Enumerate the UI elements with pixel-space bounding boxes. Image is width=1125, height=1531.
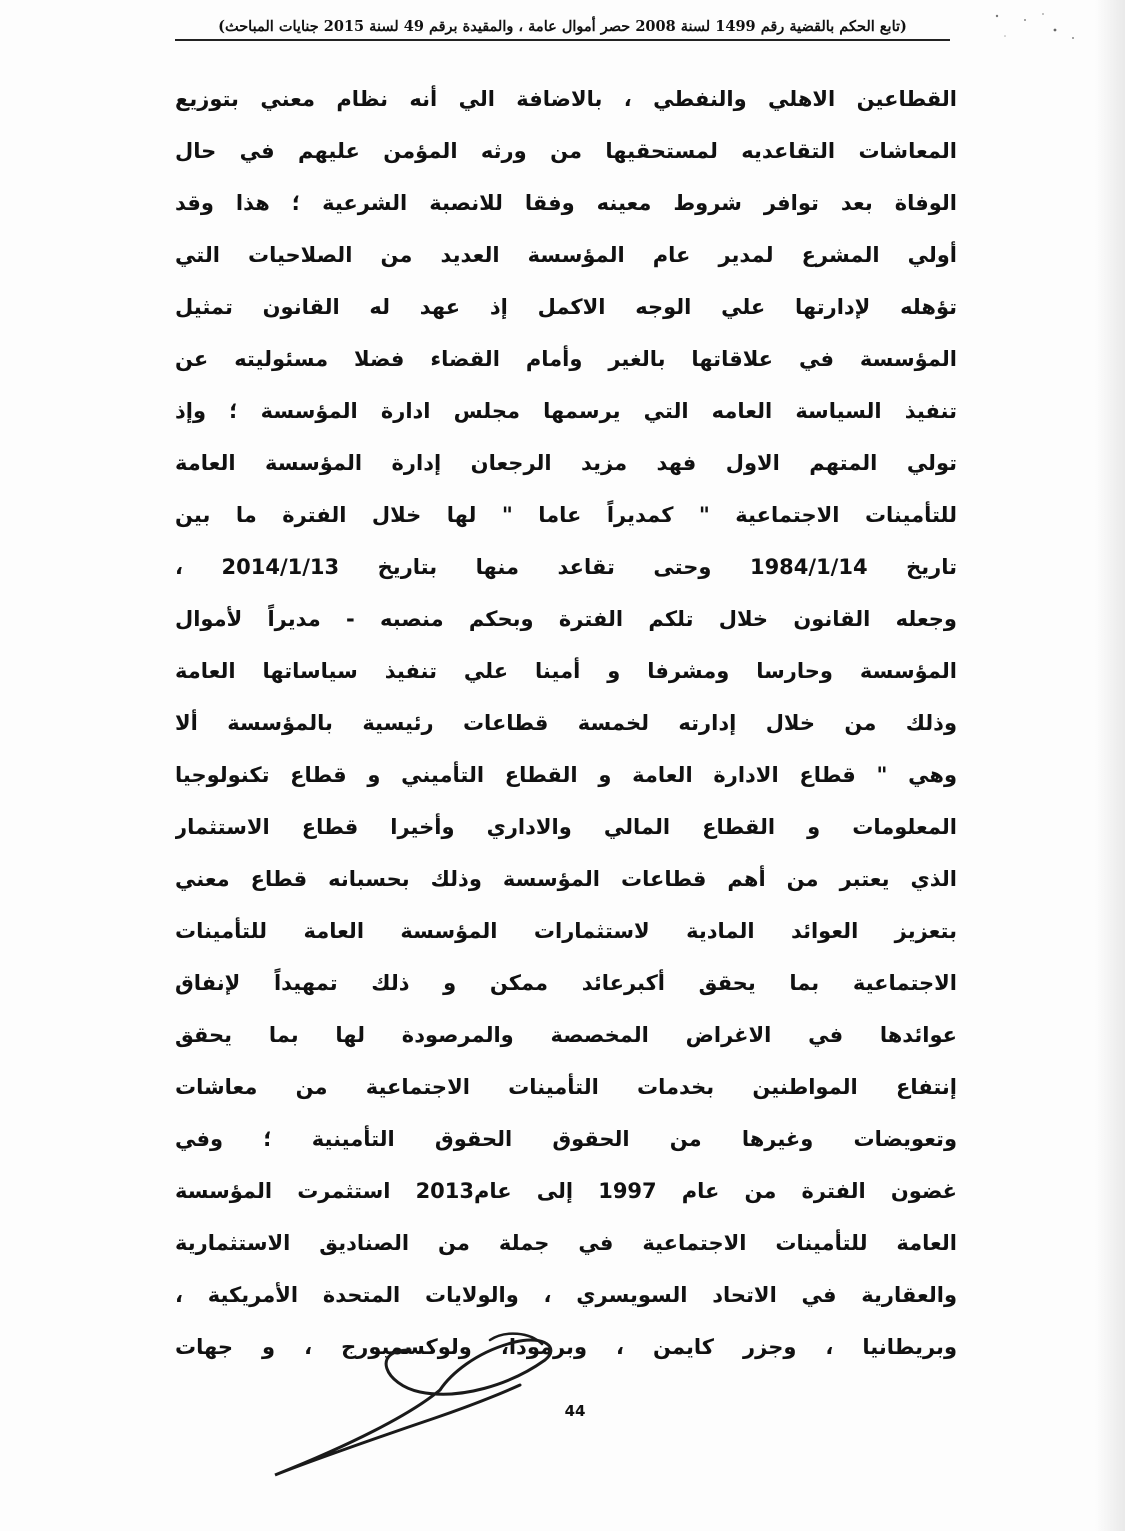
handwritten-signature (260, 1330, 580, 1490)
text-line: وهي " قطاع الادارة العامة و القطاع التأميني و قطاع تكنولوجيا (175, 763, 957, 787)
text-line: للتأمينات الاجتماعية " كمديراً عاما " لها خلال الفترة ما بين (175, 503, 957, 527)
judgment-body-text (175, 73, 957, 1373)
scan-edge-shadow (1095, 0, 1125, 1531)
text-line: والعقارية في الاتحاد السويسري ، والولايات المتحدة الأمريكية ، (175, 1283, 957, 1307)
text-line: عوائدها في الاغراض المخصصة والمرصودة لها بما يحقق (175, 1023, 957, 1047)
text-line: المؤسسة في علاقاتها بالغير وأمام القضاء فضلا مسئوليته عن (175, 347, 957, 371)
text-line: تاريخ 1984/1/14 وحتى تقاعد منها بتاريخ 2014/1/13 ، (175, 555, 957, 579)
text-line: تؤهله لإدارتها علي الوجه الاكمل إذ عهد له القانون تمثيل (175, 295, 957, 319)
text-line: المعلومات و القطاع المالي والاداري وأخيرا قطاع الاستثمار (175, 815, 957, 839)
text-line: وذلك من خلال إدارته لخمسة قطاعات رئيسية بالمؤسسة ألا (175, 711, 957, 735)
text-line: الاجتماعية بما يحقق أكبرعائد ممكن و ذلك تمهيداً لإنفاق (175, 971, 957, 995)
text-line: وبريطانيا ، وجزر كايمن ، وبرمودا، ولوكسمبورج ، و جهات (175, 1335, 957, 1359)
text-line: المعاشات التقاعديه لمستحقيها من ورثه المؤمن عليهم في حال (175, 139, 957, 163)
text-line: المؤسسة وحارسا ومشرفا و أمينا علي تنفيذ سياساتها العامة (175, 659, 957, 683)
text-line: العامة للتأمينات الاجتماعية في جملة من الصناديق الاستثمارية (175, 1231, 957, 1255)
text-line: وتعويضات وغيرها من الحقوق الحقوق التأمينية ؛ وفي (175, 1127, 957, 1151)
text-line: بتعزيز العوائد المادية لاستثمارات المؤسسة العامة للتأمينات (175, 919, 957, 943)
text-line: الوفاة بعد توافر شروط معينه وفقا للانصبة الشرعية ؛ هذا وقد (175, 191, 957, 215)
text-line: تنفيذ السياسة العامه التي يرسمها مجلس ادارة المؤسسة ؛ وإذ (175, 399, 957, 423)
text-line: غضون الفترة من عام 1997 إلى عام2013 استثمرت المؤسسة (175, 1179, 957, 1203)
text-line: القطاعين الاهلي والنفطي ، بالاضافة الي أنه نظام معني بتوزيع (175, 87, 957, 111)
text-line: وجعله القانون خلال تلكم الفترة وبحكم منصبه - مديراً لأموال (175, 607, 957, 631)
case-reference-header: (تابع الحكم بالقضية رقم 1499 لسنة 2008 حصر أموال عامة ، والمقيدة برقم 49 لسنة 2015 جنايات المباحث) (175, 18, 950, 41)
page-number: 44 (564, 1402, 586, 1420)
scan-specks (985, 8, 1085, 48)
text-line: إنتفاع المواطنين بخدمات التأمينات الاجتماعية من معاشات (175, 1075, 957, 1099)
text-line: أولي المشرع لمدير عام المؤسسة العديد من الصلاحيات التي (175, 243, 957, 267)
text-line: تولي المتهم الاول فهد مزيد الرجعان إدارة المؤسسة العامة (175, 451, 957, 475)
text-line: الذي يعتبر من أهم قطاعات المؤسسة وذلك بحسبانه قطاع معني (175, 867, 957, 891)
